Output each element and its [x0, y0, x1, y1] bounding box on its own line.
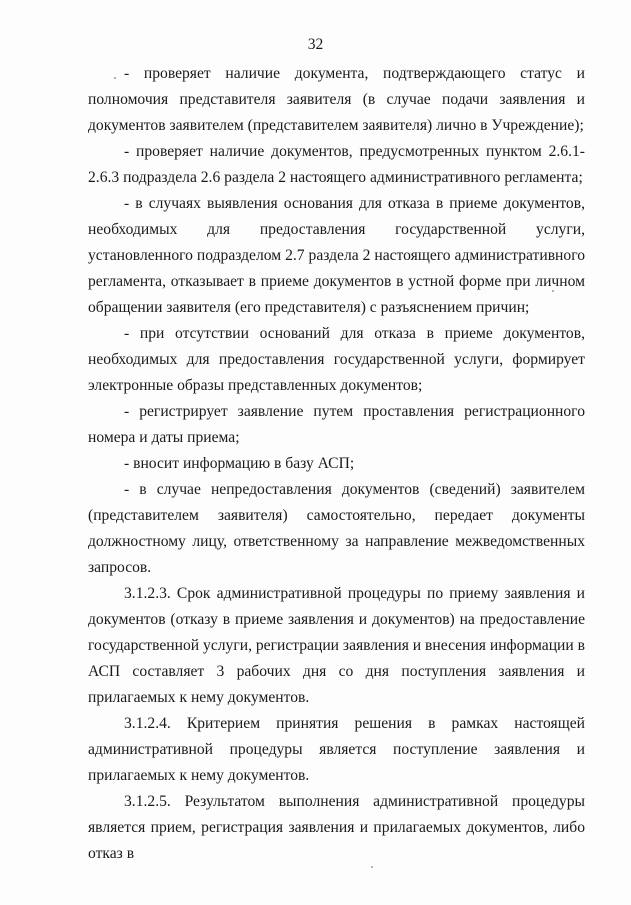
paragraph-check-documents: - проверяет наличие документов, предусмотренных пунктом 2.6.1-2.6.3 подраздела 2.6 раздела 2 настоящего административного регламента; [88, 143, 585, 186]
page-number: 32 [307, 36, 324, 53]
scan-speck [114, 77, 116, 79]
page-body [88, 61, 585, 867]
paragraph-3-1-2-5: 3.1.2.5. Результатом выполнения административной процедуры является прием, регистрация заявления и прилагаемых документов, либо отказ в [88, 793, 585, 862]
paragraph-asp-entry: - вносит информацию в базу АСП; [124, 455, 355, 472]
paragraph-electronic-images: - при отсутствии оснований для отказа в приеме документов, необходимых для предоставления государственной услуги, формирует электронные образы представленных документов; [88, 325, 585, 394]
paragraph-registration: - регистрирует заявление путем проставления регистрационного номера и даты приема; [88, 403, 585, 446]
paragraph-3-1-2-3: 3.1.2.3. Срок административной процедуры по приему заявления и документов (отказу в приеме заявления и документов) на предоставление государственной услуги, регистрации заявления и внесения информации в АСП составляет 3 рабочих дня со дня поступления заявления и прилагаемых к нему документов. [88, 585, 585, 706]
scan-speck [552, 290, 554, 292]
scan-speck [371, 866, 373, 868]
paragraph-refusal-grounds: - в случаях выявления основания для отказа в приеме документов, необходимых для предоставления государственной услуги, установленного подразделом 2.7 раздела 2 настоящего административного регламента, отказывает в приеме документов в устной форме при личном обращении заявителя (его представителя) с разъяснением причин; [88, 195, 585, 316]
paragraph-3-1-2-4: 3.1.2.4. Критерием принятия решения в рамках настоящей административной процедуры является поступление заявления и прилагаемых к нему документов. [88, 715, 585, 784]
paragraph-check-representative-authority: - проверяет наличие документа, подтверждающего статус и полномочия представителя заявителя (в случае подачи заявления и документов заявителем (представителем заявителя) лично в Учреждение); [88, 65, 585, 134]
paragraph-interagency-requests: - в случае непредоставления документов (сведений) заявителем (представителем заявителя) самостоятельно, передает документы должностному лицу, ответственному за направление межведомственных запросов. [88, 481, 585, 576]
